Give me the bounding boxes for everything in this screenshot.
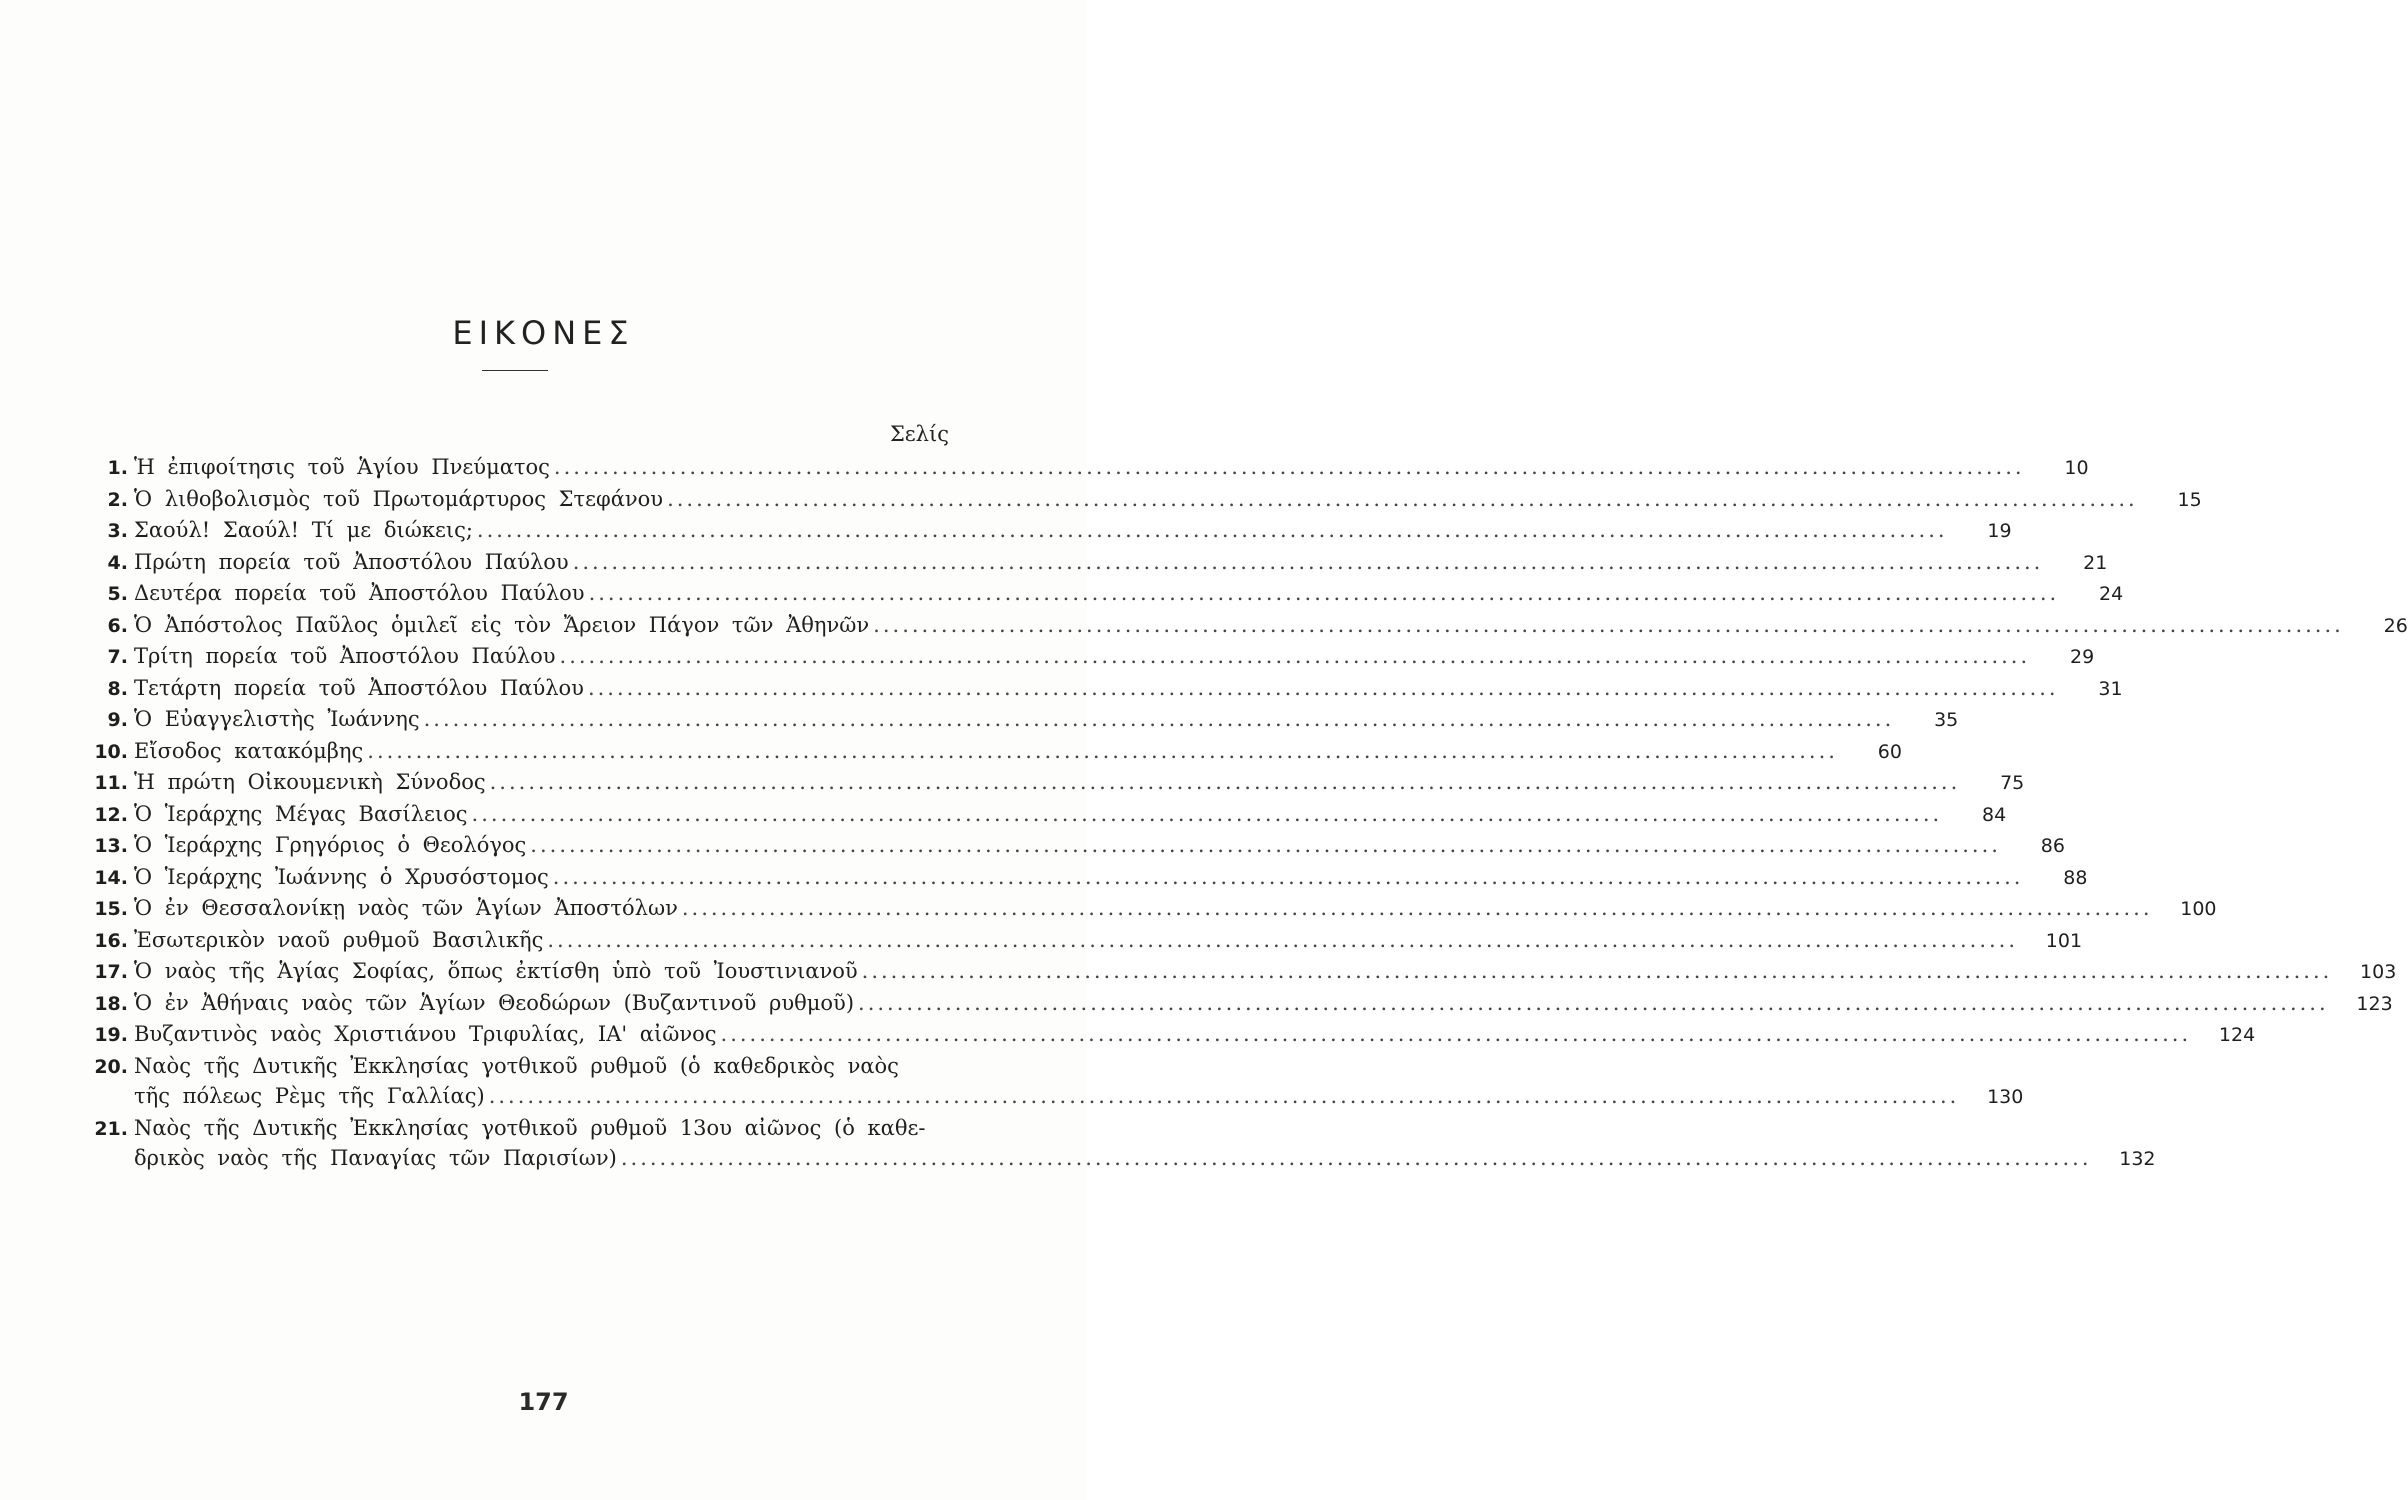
entry-title: Βυζαντινὸς ναὸς Χριστιάνου Τριφυλίας, ΙΑ' αἰῶνος — [134, 1022, 717, 1046]
entry-number: 10. — [94, 740, 128, 763]
entry-page: 10 — [2064, 457, 2089, 479]
entry-title: Τετάρτη πορεία τοῦ Ἀποστόλου Παύλου — [134, 675, 584, 700]
entry-title: Ὁ λιθοβολισμὸς τοῦ Πρωτομάρτυρος Στεφάνου — [134, 486, 664, 511]
dot-leader — [367, 736, 1838, 767]
entry-number: 13. — [94, 835, 128, 857]
dot-leader — [573, 547, 2044, 578]
entry-page: 100 — [2180, 898, 2217, 920]
figure-entry — [82, 484, 2202, 516]
entry-page: 29 — [2069, 646, 2095, 668]
entry-number: 2. — [107, 488, 128, 511]
dot-leader — [530, 830, 2001, 861]
dot-leader — [862, 956, 2333, 987]
entry-number: 4. — [107, 551, 128, 574]
entry-page: 84 — [1982, 803, 2007, 826]
dot-leader — [554, 452, 2025, 483]
entry-page: 26 — [2383, 614, 2408, 637]
dot-leader — [858, 988, 2329, 1019]
figure-entry — [82, 515, 2012, 547]
figure-entry — [82, 547, 2108, 579]
dot-leader — [424, 704, 1895, 735]
figure-entry — [82, 610, 2408, 642]
dot-leader — [621, 1143, 2092, 1174]
entry-number: 3. — [107, 520, 128, 542]
dot-leader — [477, 515, 1948, 546]
entry-page: 24 — [2099, 583, 2124, 605]
entry-number: 19. — [94, 1024, 128, 1046]
entry-title: Δευτέρα πορεία τοῦ Ἀποστόλου Παύλου — [134, 581, 585, 605]
entry-number: 6. — [107, 614, 128, 637]
entry-page: 103 — [2360, 961, 2397, 983]
entry-number: 1. — [107, 457, 128, 479]
entry-title: Τρίτη πορεία τοῦ Ἀποστόλου Παύλου — [134, 644, 556, 668]
entry-number: 12. — [94, 803, 128, 826]
entry-page: 86 — [2040, 835, 2065, 857]
dot-leader — [489, 1081, 1960, 1112]
figure-entry — [82, 830, 2065, 862]
entry-title: Ἡ ἐπιφοίτησις τοῦ Ἁγίου Πνεύματος — [134, 455, 550, 479]
entry-number: 21. — [94, 1117, 128, 1140]
figure-entry — [82, 799, 2007, 831]
entry-page: 19 — [1987, 520, 2012, 542]
figure-entry — [82, 1019, 2256, 1051]
entry-title: Ναὸς τῆς Δυτικῆς Ἐκκλησίας γοτθικοῦ ρυθμοῦ (ὁ καθεδρικὸς ναὸς — [134, 1053, 899, 1078]
figure-entry — [82, 452, 2089, 484]
page-number: 177 — [518, 1388, 569, 1416]
figure-entry — [82, 673, 2123, 705]
figure-entry — [82, 893, 2217, 925]
entry-page: 130 — [1987, 1086, 2024, 1108]
dot-leader — [682, 893, 2153, 924]
entry-title: Ὁ ἐν Ἀθήναις ναὸς τῶν Ἁγίων Θεοδώρων (Βυζαντινοῦ ρυθμοῦ) — [134, 990, 855, 1015]
entry-title-continued: τῆς πόλεως Ρὲμς τῆς Γαλλίας) — [134, 1084, 485, 1108]
entry-title: Ναὸς τῆς Δυτικῆς Ἐκκλησίας γοτθικοῦ ρυθμοῦ 13ου αἰῶνος (ὁ καθε- — [134, 1115, 926, 1140]
figure-entry — [82, 956, 2397, 988]
entry-number: 17. — [94, 961, 128, 983]
figure-entry — [82, 862, 2088, 894]
entry-title: Ὁ ἐν Θεσσαλονίκῃ ναὸς τῶν Ἁγίων Ἀποστόλων — [134, 896, 678, 920]
entry-title: Ὁ ναὸς τῆς Ἁγίας Σοφίας, ὅπως ἐκτίσθη ὑπὸ τοῦ Ἰουστινιανοῦ — [134, 959, 858, 983]
entry-number: 14. — [94, 866, 128, 889]
page-title: ΕΙΚΟΝΕΣ — [452, 314, 635, 352]
entry-page: 60 — [1877, 740, 1902, 763]
dot-leader — [721, 1019, 2192, 1050]
entry-page: 15 — [2177, 488, 2202, 511]
figure-entry — [82, 988, 2393, 1020]
entry-title-continued: δρικὸς ναὸς τῆς Παναγίας τῶν Παρισίων) — [134, 1146, 617, 1170]
entry-number: 9. — [107, 709, 128, 731]
entry-title: Εἴσοδος κατακόμβης — [134, 738, 364, 763]
entry-title: Ἐσωτερικὸν ναοῦ ρυθμοῦ Βασιλικῆς — [134, 927, 544, 952]
entry-number: 8. — [107, 677, 128, 700]
dot-leader — [553, 862, 2024, 893]
entry-page: 88 — [2063, 866, 2088, 889]
entry-number: 5. — [107, 583, 128, 605]
entry-title: Ὁ Ἀπόστολος Παῦλος ὁμιλεῖ εἰς τὸν Ἄρειον Πάγον τῶν Ἀθηνῶν — [134, 612, 870, 637]
title-underline — [482, 370, 548, 371]
dot-leader — [490, 767, 1961, 798]
dot-leader — [589, 578, 2060, 609]
entry-page: 75 — [2000, 772, 2025, 794]
entry-number: 20. — [94, 1055, 128, 1078]
entry-page: 35 — [1934, 709, 1959, 731]
entry-page: 123 — [2356, 992, 2393, 1015]
figure-entry — [82, 578, 2124, 610]
figure-entry — [82, 641, 2095, 673]
entry-page: 31 — [2098, 677, 2123, 700]
entry-number: 11. — [94, 772, 128, 794]
dot-leader — [667, 484, 2138, 515]
entry-title: Ὁ Εὐαγγελιστὴς Ἰωάννης — [134, 707, 420, 731]
page-column-label: Σελίς — [889, 422, 949, 446]
dot-leader — [588, 673, 2059, 704]
dot-leader — [560, 641, 2031, 672]
figure-entry — [82, 1113, 2156, 1175]
entry-title: Ὁ Ἱεράρχης Μέγας Βασίλειος — [134, 801, 468, 826]
entry-title: Πρώτη πορεία τοῦ Ἀποστόλου Παύλου — [134, 549, 569, 574]
figure-entry — [82, 925, 2083, 957]
entry-number: 18. — [94, 992, 128, 1015]
figure-entry — [82, 767, 2025, 799]
entry-page: 21 — [2083, 551, 2108, 574]
entry-title: Ὁ Ἱεράρχης Γρηγόριος ὁ Θεολόγος — [134, 833, 527, 857]
entry-page: 124 — [2218, 1024, 2256, 1046]
entry-title: Σαούλ! Σαούλ! Τί με διώκεις; — [134, 518, 473, 542]
figure-entry — [82, 1051, 2024, 1113]
entry-page: 101 — [2045, 929, 2083, 952]
figure-list — [82, 452, 2408, 1175]
figure-entry — [82, 736, 1902, 768]
entry-title: Ἡ πρώτη Οἰκουμενικὴ Σύνοδος — [134, 770, 486, 794]
entry-number: 16. — [94, 929, 128, 952]
dot-leader — [873, 610, 2344, 641]
entry-number: 7. — [107, 646, 128, 668]
entry-number: 15. — [94, 898, 128, 920]
entry-page: 132 — [2119, 1148, 2156, 1170]
dot-leader — [472, 799, 1943, 830]
dot-leader — [547, 925, 2018, 956]
figure-entry — [82, 704, 1959, 736]
entry-title: Ὁ Ἱεράρχης Ἰωάννης ὁ Χρυσόστομος — [134, 864, 549, 889]
